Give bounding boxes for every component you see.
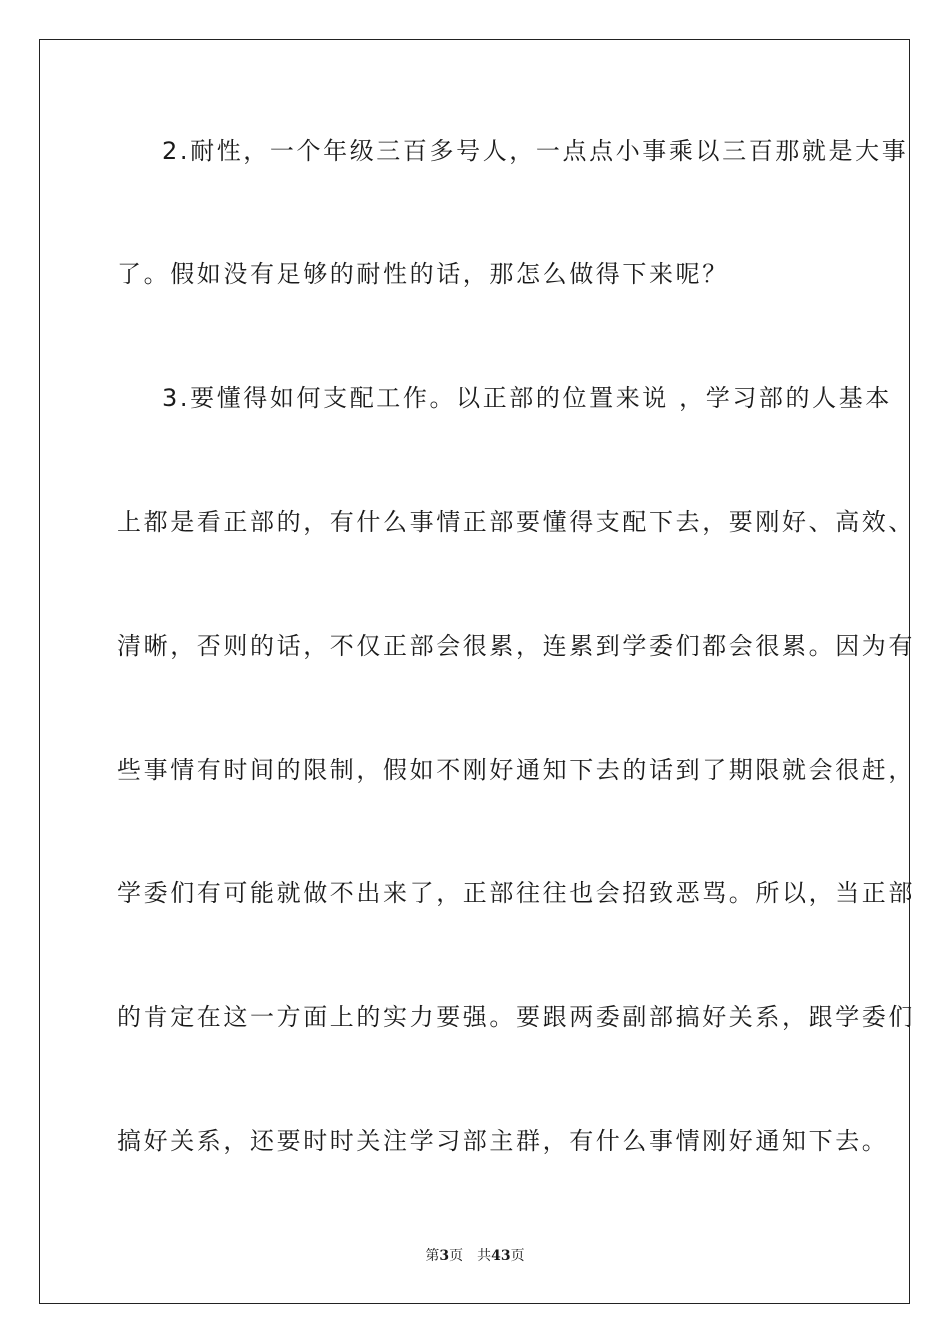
- total-prefix: 共: [477, 1248, 492, 1264]
- page-border: [39, 39, 915, 1304]
- total-pages: 43: [491, 1248, 511, 1264]
- page-suffix: 页: [449, 1248, 464, 1264]
- paragraph-3-line-5: 学委们有可能就做不出来了，正部往往也会招致恶骂。所以，当正部: [117, 879, 915, 907]
- page-number: 3: [439, 1248, 450, 1264]
- total-suffix: 页: [510, 1248, 525, 1264]
- paragraph-2-line-2: 了。假如没有足够的耐性的话，那怎么做得下来呢？: [117, 260, 729, 288]
- paragraph-3-line-6: 的肯定在这一方面上的实力要强。要跟两委副部搞好关系，跟学委们: [117, 1003, 915, 1031]
- paragraph-3-line-2: 上都是看正部的，有什么事情正部要懂得支配下去，要刚好、高效、: [117, 508, 915, 536]
- paragraph-3-line-1: 3.要懂得如何支配工作。以正部的位置来说 ，学习部的人基本: [162, 384, 892, 412]
- page-prefix: 第: [425, 1248, 440, 1264]
- paragraph-3-line-3: 清晰，否则的话，不仅正部会很累，连累到学委们都会很累。因为有: [117, 632, 915, 660]
- paragraph-3-line-4: 些事情有时间的限制，假如不刚好通知下去的话到了期限就会很赶，: [117, 756, 915, 784]
- page-footer: [0, 1247, 950, 1265]
- paragraph-2-line-1: 2.耐性，一个年级三百多号人，一点点小事乘以三百那就是大事: [162, 137, 909, 165]
- paragraph-3-line-7: 搞好关系，还要时时关注学习部主群，有什么事情刚好通知下去。: [117, 1127, 889, 1155]
